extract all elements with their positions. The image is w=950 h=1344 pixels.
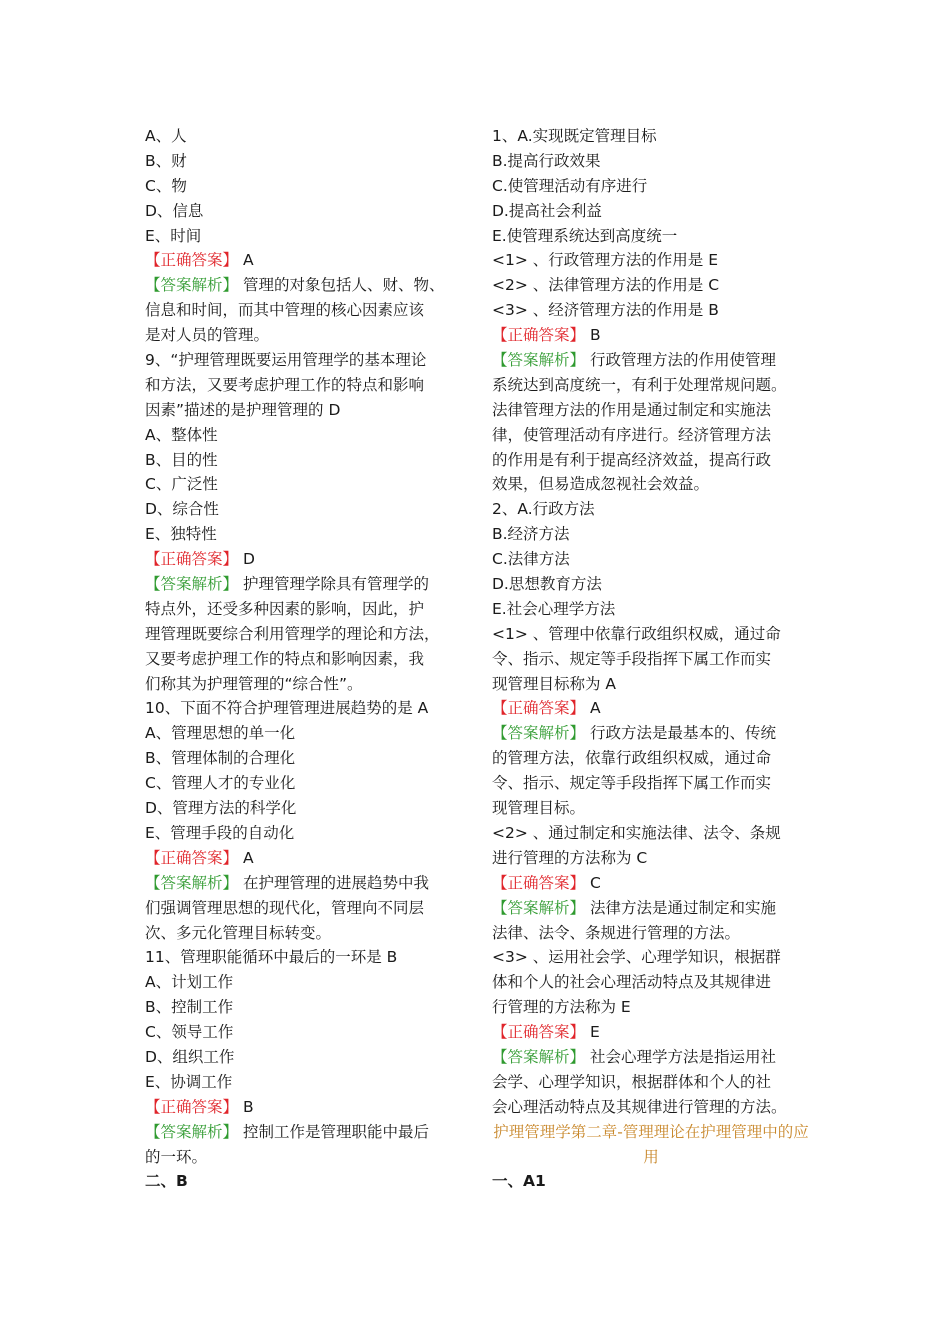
text-line: [145, 472, 467, 497]
text-line: [492, 199, 810, 224]
line-text: C: [585, 873, 601, 892]
line-text: 理管理既要综合利用管理学的理论和方法，: [145, 624, 440, 643]
line-text: A: [585, 699, 601, 718]
correct-answer-label: 【正确答案】: [145, 1097, 239, 1116]
text-line: [492, 398, 810, 423]
text-line: [145, 174, 467, 199]
line-text: E.社会心理学方法: [492, 599, 616, 618]
text-line: [145, 273, 467, 298]
text-line: [145, 398, 467, 423]
line-text: D、信息: [145, 201, 204, 220]
correct-answer-label: 【正确答案】: [492, 699, 586, 718]
line-text: D.提高社会利益: [492, 201, 602, 220]
line-text: 系统达到高度统一，有利于处理常规问题。: [492, 375, 787, 394]
answer-explanation-label: 【答案解析】: [492, 898, 586, 917]
answer-explanation-label: 【答案解析】: [492, 1047, 586, 1066]
text-line: [145, 871, 467, 896]
text-line: [492, 323, 810, 348]
text-line: [492, 248, 810, 273]
line-text: C、广泛性: [145, 475, 218, 494]
text-line: [492, 572, 810, 597]
line-text: <3> 、经济管理方法的作用是 B: [492, 301, 719, 320]
text-line: [492, 224, 810, 249]
line-text: A: [238, 251, 254, 270]
line-text: A、管理思想的单一化: [145, 724, 296, 743]
line-text: D、组织工作: [145, 1047, 235, 1066]
line-text: 进行管理的方法称为 C: [492, 848, 648, 867]
text-line: [492, 298, 810, 323]
text-line: [145, 547, 467, 572]
line-text: B: [585, 326, 601, 345]
line-text: B、管理体制的合理化: [145, 749, 296, 768]
line-text: B: [238, 1097, 254, 1116]
line-text: B、控制工作: [145, 998, 234, 1017]
text-line: [492, 871, 810, 896]
text-line: [492, 647, 810, 672]
text-line: [492, 970, 810, 995]
line-text: A: [238, 848, 254, 867]
text-line: [145, 1120, 467, 1145]
text-line: [145, 1169, 467, 1194]
line-text: 特点外，还受多种因素的影响，因此，护: [145, 599, 425, 618]
text-line: [145, 1145, 467, 1170]
text-line: [492, 1169, 810, 1194]
text-line: [492, 1045, 810, 1070]
text-line: [145, 1070, 467, 1095]
line-text: E、独特性: [145, 525, 217, 544]
text-line: [145, 224, 467, 249]
line-text: 令、指示、规定等手段指挥下属工作而实: [492, 774, 772, 793]
text-line: [492, 945, 810, 970]
text-line: [145, 896, 467, 921]
text-line: [145, 1095, 467, 1120]
line-text: C.法律方法: [492, 550, 570, 569]
text-line: [145, 746, 467, 771]
text-line: [145, 522, 467, 547]
text-line: [492, 921, 810, 946]
line-text: B、财: [145, 151, 187, 170]
line-text: 体和个人的社会心理活动特点及其规律进: [492, 973, 772, 992]
line-text: 是对人员的管理。: [145, 326, 270, 345]
answer-explanation-label: 【答案解析】: [145, 276, 239, 295]
text-line: [145, 1020, 467, 1045]
text-line: [145, 373, 467, 398]
correct-answer-label: 【正确答案】: [492, 873, 586, 892]
text-line: [492, 124, 810, 149]
line-text: E、管理手段的自动化: [145, 823, 295, 842]
line-text: 会学、心理学知识，根据群体和个人的社: [492, 1072, 772, 1091]
answer-explanation-label: 【答案解析】: [492, 351, 586, 370]
line-text: 法律方法是通过制定和实施: [585, 898, 776, 917]
text-line: [492, 373, 810, 398]
text-line: [145, 1045, 467, 1070]
line-text: D、综合性: [145, 500, 219, 519]
text-line: [145, 672, 467, 697]
line-text: 护理管理学第二章-管理理论在护理管理中的应用: [493, 1122, 809, 1166]
text-line: [492, 622, 810, 647]
line-text: C、领导工作: [145, 1023, 234, 1042]
line-text: D.思想教育方法: [492, 575, 602, 594]
text-line: [145, 696, 467, 721]
text-line: [145, 199, 467, 224]
text-line: [145, 796, 467, 821]
line-text: 的一环。: [145, 1147, 208, 1166]
text-line: [492, 1070, 810, 1095]
text-line: [492, 696, 810, 721]
text-line: [492, 149, 810, 174]
line-text: <2> 、法律管理方法的作用是 C: [492, 276, 720, 295]
line-text: C.使管理活动有序进行: [492, 176, 648, 195]
line-text: 管理的对象包括人、财、物、: [238, 276, 445, 295]
text-line: [492, 547, 810, 572]
text-line: [492, 472, 810, 497]
line-text: 行政管理方法的作用使管理: [585, 351, 776, 370]
correct-answer-label: 【正确答案】: [492, 326, 586, 345]
line-text: 们强调管理思想的现代化，管理向不同层: [145, 898, 425, 917]
line-text: 会心理活动特点及其规律进行管理的方法。: [492, 1097, 787, 1116]
line-text: <2> 、通过制定和实施法律、法令、条规: [492, 823, 781, 842]
line-text: 在护理管理的进展趋势中我: [238, 873, 429, 892]
text-line: [492, 995, 810, 1020]
answer-explanation-label: 【答案解析】: [492, 724, 586, 743]
text-line: [492, 497, 810, 522]
line-text: 律，使管理活动有序进行。经济管理方法: [492, 425, 772, 444]
text-line: [145, 497, 467, 522]
text-line: [492, 1095, 810, 1120]
text-line: [492, 597, 810, 622]
line-text: 现管理目标称为 A: [492, 674, 617, 693]
text-line: [492, 423, 810, 448]
text-line: [145, 572, 467, 597]
text-line: [145, 995, 467, 1020]
line-text: 9、“护理管理既要运用管理学的基本理论: [145, 351, 427, 370]
line-text: 效果，但易造成忽视社会效益。: [492, 475, 710, 494]
line-text: D: [238, 550, 255, 569]
line-text: 护理管理学除具有管理学的: [238, 575, 429, 594]
text-line: [492, 821, 810, 846]
line-text: E: [585, 1023, 600, 1042]
text-line: [492, 896, 810, 921]
text-line: [492, 746, 810, 771]
line-text: 行政方法是最基本的、传统: [585, 724, 776, 743]
text-line: [145, 771, 467, 796]
text-line: [145, 298, 467, 323]
line-text: 现管理目标。: [492, 799, 586, 818]
answer-explanation-label: 【答案解析】: [145, 575, 239, 594]
line-text: E、协调工作: [145, 1072, 233, 1091]
text-line: [492, 348, 810, 373]
correct-answer-label: 【正确答案】: [145, 550, 239, 569]
correct-answer-label: 【正确答案】: [492, 1023, 586, 1042]
line-text: 2、A.行政方法: [492, 500, 595, 519]
text-line: [145, 647, 467, 672]
line-text: 和方法，又要考虑护理工作的特点和影响: [145, 375, 425, 394]
line-text: 法律管理方法的作用是通过制定和实施法: [492, 400, 772, 419]
line-text: 控制工作是管理职能中最后: [238, 1122, 429, 1141]
line-text: 法律、法令、条规进行管理的方法。: [492, 923, 741, 942]
left-column: [145, 124, 467, 1194]
text-line: [492, 273, 810, 298]
text-line: [145, 622, 467, 647]
line-text: 信息和时间，而其中管理的核心因素应该: [145, 301, 425, 320]
line-text: 又要考虑护理工作的特点和影响因素，我: [145, 649, 425, 668]
answer-explanation-label: 【答案解析】: [145, 873, 239, 892]
text-line: [145, 323, 467, 348]
text-line: [492, 846, 810, 871]
text-line: [145, 149, 467, 174]
chapter-heading: [492, 1120, 810, 1170]
line-text: 令、指示、规定等手段指挥下属工作而实: [492, 649, 772, 668]
line-text: 行管理的方法称为 E: [492, 998, 631, 1017]
text-line: [145, 970, 467, 995]
text-line: [145, 945, 467, 970]
line-text: 的作用是有利于提高经济效益，提高行政: [492, 450, 772, 469]
line-text: 1、A.实现既定管理目标: [492, 127, 657, 145]
line-text: D、管理方法的科学化: [145, 799, 297, 818]
text-line: [145, 597, 467, 622]
text-line: [492, 721, 810, 746]
text-line: [492, 448, 810, 473]
line-text: E.使管理系统达到高度统一: [492, 226, 678, 245]
line-text: <1> 、管理中依靠行政组织权威，通过命: [492, 624, 781, 643]
text-line: [145, 921, 467, 946]
text-line: [145, 846, 467, 871]
text-line: [145, 248, 467, 273]
line-text: E、时间: [145, 226, 202, 245]
line-text: A、计划工作: [145, 973, 234, 992]
line-text: B.经济方法: [492, 525, 570, 544]
right-column: [492, 124, 810, 1194]
text-line: [492, 174, 810, 199]
line-text: 社会心理学方法是指运用社: [585, 1047, 776, 1066]
line-text: 因素”描述的是护理管理的 D: [145, 400, 341, 419]
line-text: 次、多元化管理目标转变。: [145, 923, 332, 942]
text-line: [145, 124, 467, 149]
line-text: <1> 、行政管理方法的作用是 E: [492, 251, 718, 270]
line-text: 11、管理职能循环中最后的一环是 B: [145, 948, 398, 967]
line-text: B.提高行政效果: [492, 151, 601, 170]
answer-explanation-label: 【答案解析】: [145, 1122, 239, 1141]
line-text: A、整体性: [145, 425, 218, 444]
line-text: C、物: [145, 176, 187, 195]
line-text: B、目的性: [145, 450, 218, 469]
text-line: [492, 672, 810, 697]
line-text: 的管理方法，依靠行政组织权威，通过命: [492, 749, 772, 768]
line-text: 们称其为护理管理的“综合性”。: [145, 674, 363, 693]
line-text: 10、下面不符合护理管理进展趋势的是 A: [145, 699, 429, 718]
text-line: [492, 771, 810, 796]
line-text: C、管理人才的专业化: [145, 774, 296, 793]
line-text: 二、B: [145, 1172, 188, 1191]
text-line: [492, 522, 810, 547]
text-line: [145, 448, 467, 473]
text-line: [145, 721, 467, 746]
text-line: [145, 348, 467, 373]
line-text: <3> 、运用社会学、心理学知识，根据群: [492, 948, 781, 967]
line-text: A、人: [145, 127, 187, 145]
text-line: [492, 1020, 810, 1045]
line-text: 一、A1: [492, 1172, 546, 1191]
correct-answer-label: 【正确答案】: [145, 848, 239, 867]
correct-answer-label: 【正确答案】: [145, 251, 239, 270]
text-line: [492, 796, 810, 821]
text-line: [145, 821, 467, 846]
text-line: [145, 423, 467, 448]
